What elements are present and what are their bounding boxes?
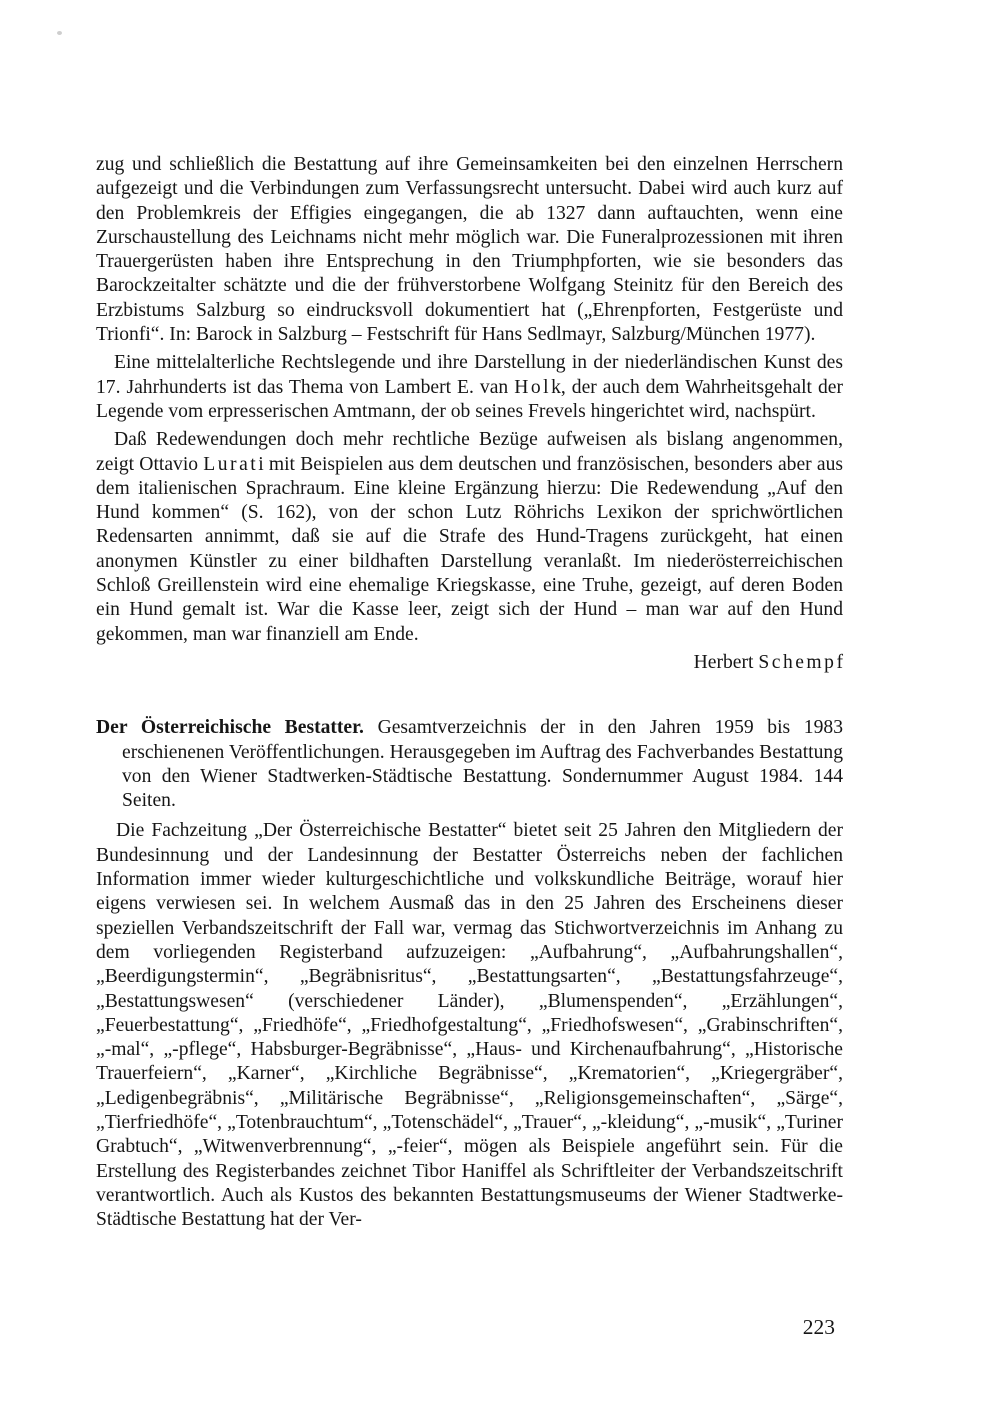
bibliography-entry xyxy=(96,716,843,813)
entry-details: Gesamtverzeichnis der in den Jahren 1959 bis 1983 erschienenen Veröffentlichungen. Herausgegeben im Auftrag des Fachverbandes Bestattung von den Wiener Stadtwerken-Städtische Bestattung. Sondernummer August 1984. 144 Seiten. xyxy=(122,717,843,812)
reviewer-signature xyxy=(96,651,846,675)
entry-title: Der Österreichische Bestatter. xyxy=(96,717,364,739)
reviewer-surname: Schempf xyxy=(758,651,846,673)
page-text-block xyxy=(96,153,846,1232)
paragraph-text: Daß Redewendungen doch mehr rechtliche Bezüge aufweisen als bislang angenommen, zeigt Ottavio xyxy=(96,429,843,475)
review-paragraph: Die Fachzeitung „Der Österreichische Bestatter“ bietet seit 25 Jahren den Mitgliedern der Bundesinnung und der Landesinnung der Bestatter Österreichs neben der fachlichen Information immer wieder kulturgeschichtliche und volkskundliche Beiträge, worauf hier eigens verwiesen sei. In welchem Ausmaß das in den 25 Jahren des Erscheinens dieser speziellen Verbandszeitschrift der Fall war, vermag das Stichwortverzeichnis im Anhang zu dem vorliegenden Registerband aufzuzeigen: „Aufbahrung“, „Aufbahrungshallen“, „Beerdigungstermin“, „Begräbnisritus“, „Bestattungsarten“, „Bestattungsfahrzeuge“, „Bestattungswesen“ (verschiedener Länder), „Blumenspenden“, „Erzählungen“, „Feuerbestattung“, „Friedhöfe“, „Friedhofgestaltung“, „Friedhofswesen“, „Grabinschriften“, „-mal“, „-pflege“, Habsburger-Begräbnisse“, „Haus- und Kirchenaufbahrung“, „Historische Trauerfeiern“, „Karner“, „Kirchliche Begräbnisse“, „Krematorien“, „Kriegergräber“, „Ledigenbegräbnis“, „Militärische Begräbnisse“, „Religionsgemeinschaften“, „Särge“, „Tierfriedhöfe“, „Totenbrauchtum“, „Totenschädel“, „Trauer“, „-kleidung“, „-musik“, „Turiner Grabtuch“, „Witwenverbrennung“, „-feier“, mögen als Beispiele angeführt sein. Für die Erstellung des Registerbandes zeichnet Tibor Haniffel als Schriftleiter der Verbandszeitschrift verantwortlich. Auch als Kustos des bekannten Bestattungsmuseums der Wiener Stadtwerke-Städtische Bestattung hat der Ver- xyxy=(96,820,843,1231)
paragraph-text: Eine mittelalterliche Rechtslegende und ihre Darstellung in der niederländischen Kunst des 17. Jahrhunderts ist das Thema von Lambert E. van xyxy=(96,352,843,398)
paragraph-rechtslegende xyxy=(96,351,843,424)
reviewer-given-name: Herbert xyxy=(693,651,759,673)
scan-artifact xyxy=(57,31,62,35)
paragraph-bestattung-continuation: zug und schließlich die Bestattung auf ihre Gemeinsamkeiten bei den einzelnen Herrschern aufgezeigt und die Verbindungen zum Verfassungsrecht untersucht. Dabei wird auch kurz auf den Problemkreis der Effigies eingegangen, die ab 1327 dann auftauchten, wenn eine Zurschaustellung des Leichnams nicht mehr möglich war. Die Funeralprozessionen mit ihren Trauergerüsten haben ihre Entsprechung in den Triumphpforten, wie sie besonders das Barockzeitalter schätzte und die der frühverstorbene Wolfgang Steinitz für den Bereich des Erzbistums Salzburg so eindrucksvoll dokumentiert hat („Ehrenpforten, Festgerüste und Trionfi“. In: Barock in Salzburg – Festschrift für Hans Sedlmayr, Salzburg/München 1977). xyxy=(96,154,843,346)
paragraph-text: , der auch dem Wahrheitsgehalt der Legende vom erpresserischen Amtmann, der ob seines Frevels hingerichtet wird, nachspürt. xyxy=(96,376,843,422)
page-number: 223 xyxy=(802,1315,835,1339)
author-name-holk: Holk xyxy=(514,376,564,398)
paragraph-redewendungen xyxy=(96,428,843,647)
author-name-lurati: Lurati xyxy=(203,453,267,475)
paragraph-text: mit Beispielen aus dem deutschen und französischen, besonders aber aus dem italienischen Sprachraum. Eine kleine Ergänzung hierzu: Die Redewendung „Auf den Hund kommen“ (S. 162), von der schon Lutz Röhrichs Lexikon der sprichwörtlichen Redensarten annimmt, daß sie auf die Strafe des Hund-Tragens zurückgeht, hat einen anonymen Künstler zu einer bildhaften Darstellung veranlaßt. Im niederösterreichischen Schloß Greillenstein wird eine ehemalige Kriegskasse, eine Truhe, gezeigt, auf deren Boden ein Hund gemalt ist. War die Kasse leer, zeigt sich der Hund – man war auf den Hund gekommen, man war finanziell am Ende. xyxy=(96,453,843,645)
